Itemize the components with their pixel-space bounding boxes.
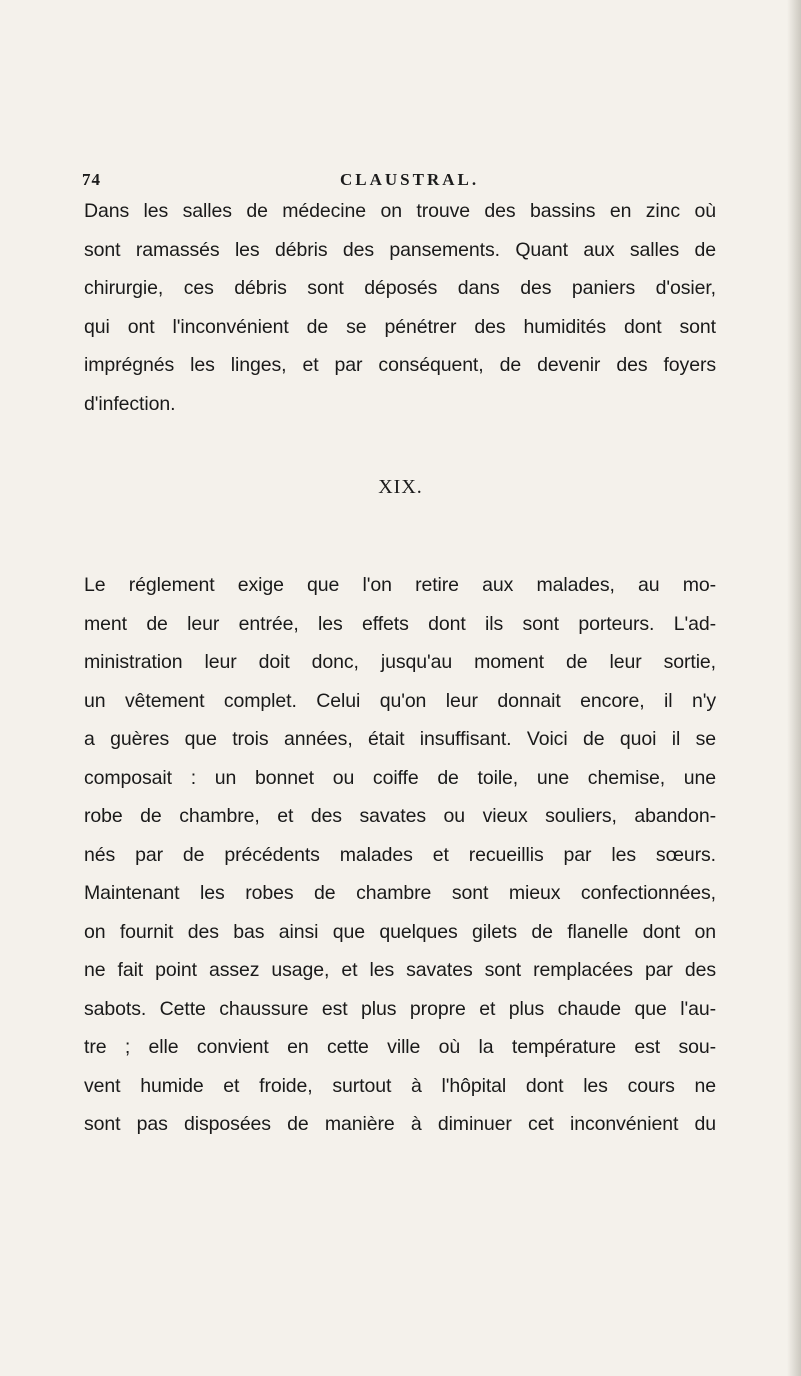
text-line: un vêtement complet. Celui qu'on leur donnait encore, il n'y (84, 689, 716, 712)
text-line: chirurgie, ces débris sont déposés dans des paniers d'osier, (84, 277, 716, 299)
text-line: Le réglement exige que l'on retire aux malades, au mo- (84, 574, 716, 596)
text-line: imprégnés les linges, et par conséquent, de devenir des foyers (84, 354, 716, 376)
text-line: ne fait point assez usage, et les savates sont remplacées par des (84, 959, 716, 981)
text-line: on fournit des bas ainsi que quelques gilets de flanelle dont on (84, 920, 716, 943)
text-line: Maintenant les robes de chambre sont mieux confectionnées, (84, 882, 716, 904)
text-line: tre ; elle convient en cette ville où la température est sou- (84, 1036, 716, 1058)
page-number: 74 (82, 170, 101, 189)
text-line: Dans les salles de médecine on trouve des bassins en zinc où (84, 200, 716, 222)
text-line: ment de leur entrée, les effets dont ils sont porteurs. L'ad- (84, 612, 716, 635)
text-line: a guères que trois années, était insuffisant. Voici de quoi il se (84, 728, 716, 750)
text-line: robe de chambre, et des savates ou vieux souliers, abandon- (84, 805, 716, 827)
text-line: ministration leur doit donc, jusqu'au moment de leur sortie, (84, 651, 716, 673)
paragraph-2 (84, 566, 716, 1144)
text-line: sabots. Cette chaussure est plus propre et plus chaude que l'au- (84, 997, 716, 1020)
section-heading: XIX. (378, 476, 423, 498)
text-line: nés par de précédents malades et recueillis par les sœurs. (84, 843, 716, 866)
text-line: qui ont l'inconvénient de se pénétrer des humidités dont sont (84, 315, 716, 338)
text-line: sont ramassés les débris des pansements. Quant aux salles de (84, 238, 716, 261)
text-line: sont pas disposées de manière à diminuer cet inconvénient du (84, 1113, 716, 1135)
text-line: composait : un bonnet ou coiffe de toile, une chemise, une (84, 766, 716, 789)
text-line: vent humide et froide, surtout à l'hôpital dont les cours ne (84, 1074, 716, 1097)
running-header (82, 170, 722, 194)
paragraph-1 (84, 192, 716, 423)
page-edge-shadow (787, 0, 801, 1376)
running-title: CLAUSTRAL. (340, 170, 480, 189)
text-line: d'infection. (84, 392, 176, 415)
